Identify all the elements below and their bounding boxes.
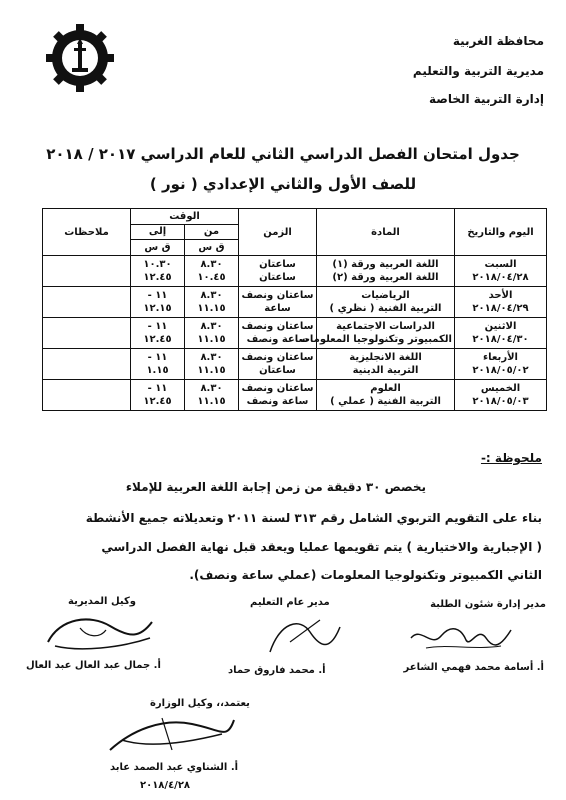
exam-date: ٢٠١٨/٠٤/٣٠ [472,334,529,345]
directorate-name: مديرية التربية والتعليم [412,64,544,78]
header-to-units: ق س [131,240,185,256]
subject-name: اللغة العربية ورقة (١) [332,259,439,270]
table-row [43,318,547,349]
start-time-cell [185,318,239,349]
governorate-name: محافظة الغربية [452,34,544,48]
subject-name-cell [317,256,455,287]
subject-name: الدراسات الاجتماعية [336,321,435,332]
start-time: ١١.١٥ [197,303,226,314]
exam-duration-cell [239,287,317,318]
exam-duration: ساعتان ونصف [241,290,314,301]
table-row [43,380,547,411]
end-time: ١١ - [147,352,168,363]
subject-name: اللغة العربية ورقة (٢) [332,272,439,283]
end-time-cell [131,349,185,380]
start-time: ١١.١٥ [197,365,226,376]
start-time: ٨.٣٠ [200,259,223,270]
exam-duration: ساعتان ونصف [241,383,314,394]
exam-duration-cell [239,256,317,287]
day-name: الاثنين [484,321,517,332]
end-time-cell [131,287,185,318]
exam-duration: ساعة ونصف [246,396,309,407]
day-date-cell [455,380,547,411]
approval-date: ٢٠١٨/٤/٢٨ [140,780,191,791]
signatory-1-title: مدير إدارة شئون الطلبة [430,599,546,610]
exam-date: ٢٠١٨/٠٥/٠٣ [472,396,529,407]
header-to: إلى [131,224,185,240]
exam-date: ٢٠١٨/٠٤/٢٨ [472,272,529,283]
subject-name: الكمبيوتر وتكنولوجيا المعلومات [299,334,452,345]
day-name: السبت [484,259,517,270]
end-time: ١١ - [147,321,168,332]
signatory-3-title: وكيل المديرية [68,596,136,607]
ministry-logo [44,22,116,94]
subject-name: اللغة الانجليزية [349,352,422,363]
start-time-cell [185,287,239,318]
start-time: ١١.١٥ [197,334,226,345]
day-date-cell [455,287,547,318]
notes-cell [43,287,131,318]
exam-duration: ساعتان [259,272,296,283]
end-time: ١.١٥ [146,365,169,376]
subject-name: التربية الفنية ( نظري ) [329,303,442,314]
note-line-1: يخصص ٣٠ دقيقة من زمن إجابة اللغة العربية للإملاء [125,480,426,494]
exam-date: ٢٠١٨/٠٤/٢٩ [472,303,529,314]
table-row [43,287,547,318]
signature-3-mark [40,608,160,656]
exam-date: ٢٠١٨/٠٥/٠٢ [472,365,529,376]
header-time: الوقت [131,209,239,225]
signature-2-mark [260,612,350,658]
day-name: الأحد [488,290,513,301]
notes-cell [43,318,131,349]
start-time-cell [185,349,239,380]
signatory-3-name: أ. جمال عبد العال عبد العال [26,660,161,671]
department-name: إدارة التربية الخاصة [428,92,544,106]
signatory-2-title: مدير عام التعليم [250,597,330,608]
table-row [43,256,547,287]
start-time-cell [185,380,239,411]
header-day-date: اليوم والتاريخ [455,209,547,256]
day-date-cell [455,349,547,380]
day-name: الأربعاء [483,352,518,363]
end-time: ١٢.٤٥ [143,272,172,283]
note-line-2: بناء على التقويم التربوي الشامل رقم ٣١٣ لسنة ٢٠١١ وتعديلاته جميع الأنشطة [85,511,542,525]
exam-duration: ساعة [264,303,291,314]
exam-schedule-table [42,208,547,411]
header-from: من [185,224,239,240]
header-notes: ملاحظات [43,209,131,256]
subject-name-cell [299,318,455,349]
exam-duration: ساعة ونصف [246,334,309,345]
end-time: ١٢.٤٥ [143,334,172,345]
subject-name: العلوم [370,383,401,394]
end-time: ١١ - [147,383,168,394]
end-time: ١٢.٤٥ [143,396,172,407]
subject-name-cell [317,349,455,380]
table-row [43,349,547,380]
subject-name: التربية الدينية [352,365,419,376]
header-subject: المادة [317,209,455,256]
signatory-4-name: أ. الشناوي عبد الصمد عابد [110,762,239,773]
end-time-cell [131,380,185,411]
signature-4-mark [102,710,242,760]
exam-duration: ساعتان [259,365,296,376]
end-time: ١٢.١٥ [143,303,172,314]
notes-label: ملحوظة :- [480,451,542,465]
start-time: ٨.٣٠ [200,352,223,363]
notes-cell [43,256,131,287]
day-date-cell [455,318,547,349]
notes-cell [43,349,131,380]
exam-schedule-title: جدول امتحان الفصل الدراسي الثاني للعام الدراسي ٢٠١٧ / ٢٠١٨ [46,145,520,163]
exam-duration: ساعتان [259,259,296,270]
signatory-4-title: يعتمد،، وكيل الوزارة [150,698,250,709]
exam-duration: ساعتان ونصف [241,352,314,363]
note-line-4: الثاني الكمبيوتر وتكنولوجيا المعلومات (عملي ساعة ونصف). [189,568,542,582]
note-line-3: ( الإجبارية والاختيارية ) يتم تقويمها عمليا ويعقد قبل نهاية الفصل الدراسي [101,540,542,554]
start-time-cell [185,256,239,287]
signatory-1-name: أ. أسامة محمد فهمي الشاعر [403,662,544,673]
notes-cell [43,380,131,411]
start-time: ٨.٣٠ [200,290,223,301]
subject-name-cell [317,287,455,318]
day-date-cell [455,256,547,287]
start-time: ٨.٣٠ [200,321,223,332]
exam-duration-cell [239,380,317,411]
signatory-2-name: أ. محمد فاروق حماد [228,665,326,676]
start-time: ١٠.٤٥ [197,272,226,283]
exam-duration: ساعتان ونصف [241,321,314,332]
header-from-units: ق س [185,240,239,256]
header-duration: الزمن [239,209,317,256]
end-time: ١٠.٣٠ [143,259,172,270]
start-time: ٨.٣٠ [200,383,223,394]
day-name: الخميس [480,383,521,394]
end-time: ١١ - [147,290,168,301]
subject-name: التربية الفنية ( عملي ) [330,396,441,407]
subject-name: الرياضيات [361,290,410,301]
subject-name-cell [317,380,455,411]
start-time: ١١.١٥ [197,396,226,407]
signature-1-mark [406,618,516,658]
grade-subtitle: للصف الأول والثاني الإعدادي ( نور ) [149,175,417,193]
end-time-cell [131,318,185,349]
end-time-cell [131,256,185,287]
exam-duration-cell [239,349,317,380]
exam-duration-cell [239,318,317,349]
